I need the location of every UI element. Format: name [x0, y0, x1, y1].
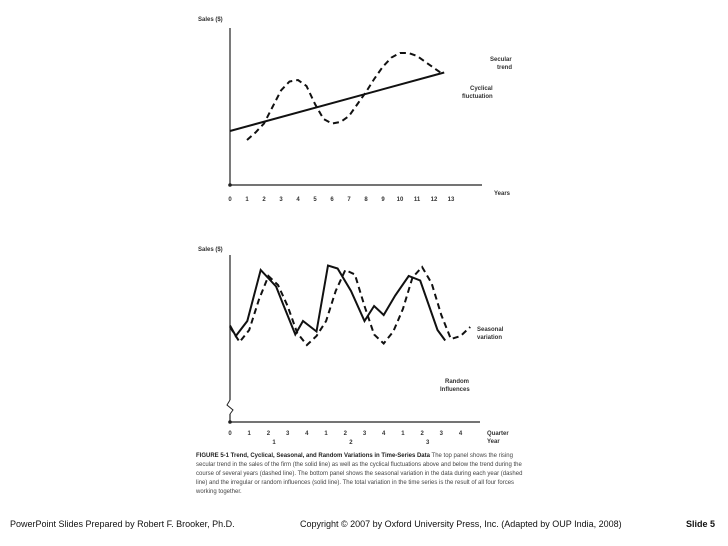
random-influences-line: [230, 266, 445, 341]
seasonal-label-line1: Seasonal: [477, 327, 504, 333]
bottom-year-label-0: 1: [272, 440, 276, 446]
bottom-x-tick-7: 3: [362, 431, 367, 437]
bottom-origin-dot: [228, 420, 232, 424]
top-x-tick-13: 13: [447, 197, 455, 203]
footer-copyright: Copyright © 2007 by Oxford University Press, Inc. (Adapted by OUP India, 2008): [300, 519, 622, 529]
top-x-tick-2: 2: [262, 197, 266, 203]
slide-number: Slide 5: [686, 519, 716, 529]
secular-trend-label-line1: Secular: [490, 57, 512, 63]
caption-body: The top panel shows the rising secular trend in the sales of the firm (the solid line) as well as the cyclical fluctuations above and below the trend during the course of several years (dashed line). The bottom panel shows the seasonal variation in the data during each year (dashed line) and the irregular or random influences (solid line). The total variation in the time series is the result of all four forces working together.: [196, 453, 523, 495]
top-x-tick-0: 0: [228, 197, 232, 203]
seasonal-variation-line: [230, 267, 470, 345]
bottom-x-tick-1: 1: [247, 431, 251, 437]
bottom-x-tick-2: 2: [266, 431, 271, 437]
top-x-tick-8: 8: [364, 197, 368, 203]
bottom-x-tick-4: 4: [305, 431, 309, 437]
top-x-tick-9: 9: [381, 197, 385, 203]
top-x-tick-6: 6: [330, 197, 334, 203]
top-y-axis-label: Sales ($): [198, 17, 223, 23]
bottom-x-tick-10: 2: [420, 431, 424, 437]
top-x-axis-label: Years: [494, 191, 511, 197]
seasonal-label-line2: variation: [477, 335, 503, 341]
top-x-tick-1: 1: [245, 197, 249, 203]
bottom-year-label-1: 2: [349, 440, 353, 446]
footer-credit: PowerPoint Slides Prepared by Robert F. Brooker, Ph.D.: [10, 519, 235, 529]
bottom-x-tick-5: 1: [324, 431, 328, 437]
bottom-x-tick-0: 0: [228, 431, 232, 437]
bottom-x-tick-9: 1: [401, 431, 405, 437]
bottom-x-axis-label-year: Year: [487, 439, 500, 445]
secular-trend-label-line2: trend: [497, 65, 512, 71]
cyclical-label-line2: fluctuation: [462, 94, 493, 100]
bottom-x-axis-label-quarter: Quarter: [487, 431, 509, 437]
cyclical-label-line1: Cyclical: [470, 86, 493, 92]
bottom-x-tick-3: 3: [285, 431, 290, 437]
top-chart: [198, 17, 512, 203]
bottom-year-labels: [272, 440, 430, 446]
random-label-line1: Random: [445, 379, 469, 385]
top-x-tick-12: 12: [430, 197, 438, 203]
top-x-tick-11: 11: [413, 197, 421, 203]
bottom-x-tick-8: 4: [382, 431, 386, 437]
bottom-y-axis-label: Sales ($): [198, 247, 223, 253]
bottom-chart: [198, 247, 509, 446]
cyclical-fluctuation-line: [247, 53, 443, 140]
bottom-x-tick-6: 2: [343, 431, 347, 437]
top-x-tick-3: 3: [279, 197, 283, 203]
caption-title: FIGURE 5-1 Trend, Cyclical, Seasonal, and Random Variations in Time-Series Data: [196, 453, 430, 459]
top-x-tick-labels: [228, 197, 455, 203]
bottom-y-axis-break: [227, 400, 233, 414]
figure-caption: [196, 452, 526, 497]
bottom-x-tick-12: 4: [458, 431, 463, 437]
top-x-tick-5: 5: [313, 197, 317, 203]
bottom-x-tick-11: 3: [439, 431, 444, 437]
bottom-x-tick-labels: [228, 431, 463, 437]
top-x-tick-4: 4: [296, 197, 300, 203]
bottom-year-label-2: 3: [426, 440, 430, 446]
top-x-tick-7: 7: [347, 197, 351, 203]
random-label-line2: Influences: [440, 387, 470, 393]
top-origin-dot: [228, 183, 232, 187]
top-x-tick-10: 10: [396, 197, 404, 203]
